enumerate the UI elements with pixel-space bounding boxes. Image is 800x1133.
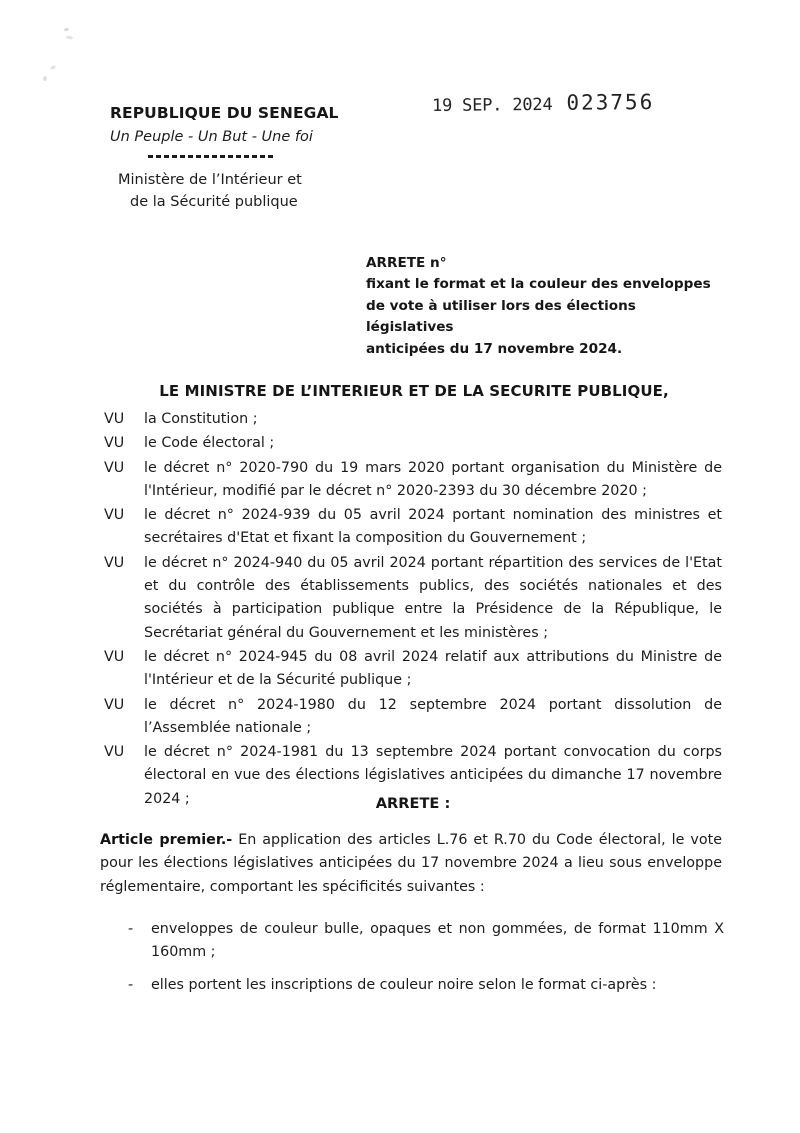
specification-item [128,918,724,965]
vu-clause-item [104,504,722,551]
stamp-date: 19 SEP. 2024 [431,94,553,116]
vu-clause-text: le décret n° 2024-940 du 05 avril 2024 portant répartition des services de l'Etat et du contrôle des établissements publics, des sociétés nationales et des sociétés à participation publique entre la Présidence de la République, le Secrétariat général du Gouvernement et les ministères ; [144,554,722,641]
arrete-subject-line-3: de vote à utiliser lors des élections législatives [366,297,636,336]
vu-clause-text: le décret n° 2024-1980 du 12 septembre 2024 portant dissolution de l’Assemblée nationale ; [144,696,722,736]
article-lead-in: Article premier.- [100,832,233,848]
ministry-line-2: de la Sécurité publique [130,194,298,211]
vu-clause-text: le décret n° 2024-945 du 08 avril 2024 relatif aux attributions du Ministre de l'Intérieur et de la Sécurité publique ; [144,648,722,689]
vu-label: VU [104,696,125,713]
ministry-line-1: Ministère de l’Intérieur et [118,172,302,188]
vu-clause-text: la Constitution ; [144,411,258,427]
arrete-keyword: ARRETE : [375,795,451,812]
vu-label: VU [104,554,125,571]
article-premier [100,829,722,899]
vu-clause-item [104,432,722,455]
stamp-registration-number: 023756 [566,90,655,115]
vu-label: VU [104,744,125,761]
arrete-number-label: ARRETE n° [366,255,447,271]
dash-bullet-icon: - [128,921,134,937]
vu-clause-item [104,408,722,431]
arrete-subject-line-2: fixant le format et la couleur des enveloppes [366,276,711,293]
vu-label: VU [104,459,125,476]
national-motto: Un Peuple - Un But - Une foi [110,129,313,145]
vu-clause-text: le Code électoral ; [144,435,275,452]
specification-text: enveloppes de couleur bulle, opaques et non gommées, de format 110mm X 160mm ; [151,921,724,961]
scan-artifact [42,76,47,82]
vu-clause-item [104,646,722,693]
arrete-subject-line-4: anticipées du 17 novembre 2024. [366,340,623,357]
vu-label: VU [104,648,125,665]
arrete-subject-block [366,253,722,360]
vu-clause-text: le décret n° 2024-939 du 05 avril 2024 portant nomination des ministres et secrétaires d'Etat et fixant la composition du Gouvernement ; [144,507,722,547]
registration-stamp [432,90,654,116]
dashed-divider [148,155,276,158]
ministry-name [118,169,440,214]
vu-clause-item [104,552,722,645]
specification-list [128,918,724,1006]
vu-label: VU [104,435,125,452]
vu-label: VU [104,411,125,427]
scan-artifact [64,27,70,31]
specification-item [128,974,724,997]
vu-label: VU [104,507,125,524]
dash-bullet-icon: - [128,976,134,993]
vu-clause-text: le décret n° 2020-790 du 19 mars 2020 portant organisation du Ministère de l'Intérieur, modifié par le décret n° 2020-2393 du 30 décembre 2020 ; [144,459,722,499]
scan-artifact [50,65,57,70]
scan-artifact [66,35,73,39]
specification-text: elles portent les inscriptions de couleur noire selon le format ci-après : [151,976,657,993]
republic-title: REPUBLIQUE DU SENEGAL [110,104,339,122]
letterhead [110,104,440,214]
vu-clause-text: le décret n° 2024-1981 du 13 septembre 2024 portant convocation du corps électoral en vue des élections législatives anticipées du dimanche 17 novembre 2024 ; [144,744,722,807]
vu-clause-item [104,694,722,741]
vu-clause-list [104,408,722,812]
vu-clause-item [104,457,722,504]
article-body-text: En application des articles L.76 et R.70 du Code électoral, le vote pour les élections législatives anticipées du 17 novembre 2024 a lieu sous enveloppe réglementaire, comportant les spécificités suivantes : [100,832,722,895]
page-title: LE MINISTRE DE L’INTERIEUR ET DE LA SECURITE PUBLIQUE, [159,382,669,400]
